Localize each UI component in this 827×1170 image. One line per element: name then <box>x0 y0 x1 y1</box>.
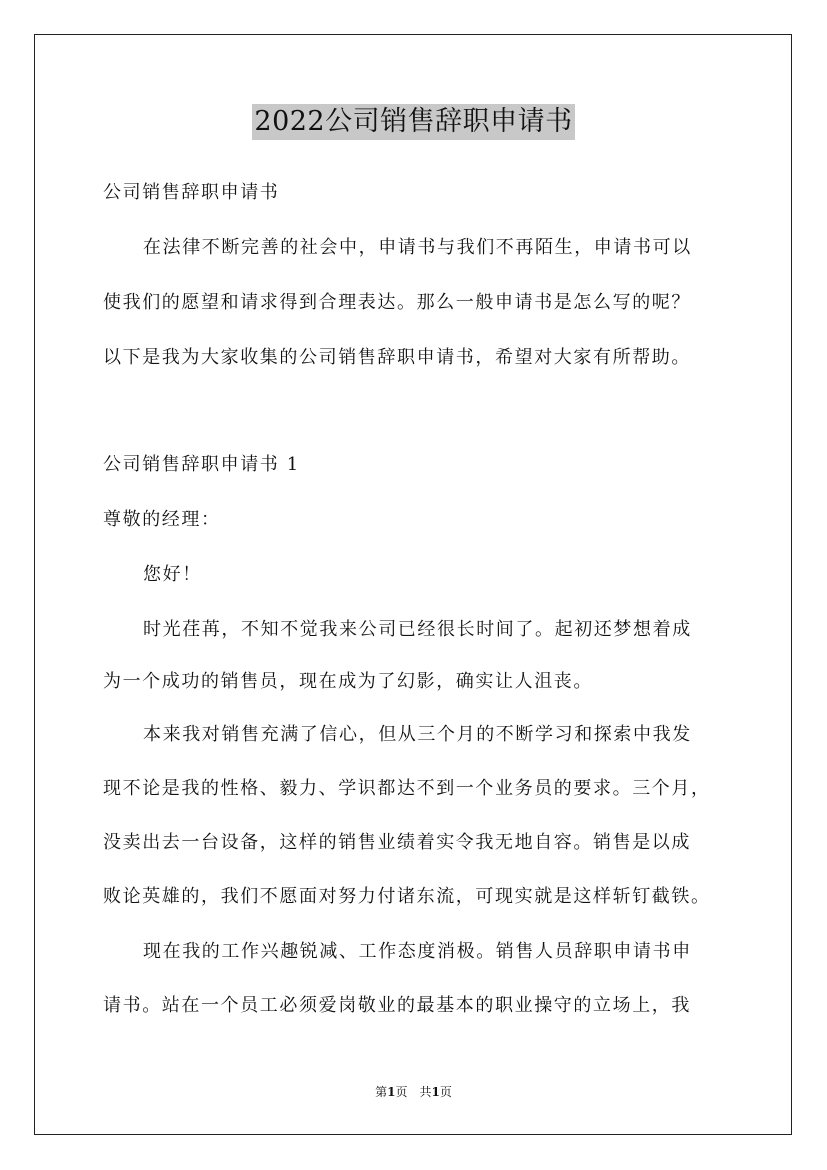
total-suffix: 页 <box>439 1085 452 1099</box>
paragraph-line: 现不论是我的性格、毅力、学识都达不到一个业务员的要求。三个月， <box>103 778 711 799</box>
total-pages: 1 <box>431 1085 440 1099</box>
section-heading: 公司销售辞职申请书 1 <box>103 454 300 475</box>
greeting: 您好！ <box>143 564 202 585</box>
title-container <box>0 104 827 140</box>
page-suffix: 页 <box>395 1085 408 1099</box>
paragraph-line: 使我们的愿望和请求得到合理表达。那么一般申请书是怎么写的呢？ <box>103 292 691 313</box>
paragraph-line: 在法律不断完善的社会中，申请书与我们不再陌生，申请书可以 <box>143 237 692 258</box>
paragraph-line: 请书。站在一个员工必须爱岗敬业的最基本的职业操守的立场上，我 <box>103 995 691 1016</box>
paragraph-line: 时光荏苒，不知不觉我来公司已经很长时间了。起初还梦想着成 <box>143 619 692 640</box>
paragraph-line: 以下是我为大家收集的公司销售辞职申请书，希望对大家有所帮助。 <box>103 347 691 368</box>
document-title: 2022公司销售辞职申请书 <box>252 104 574 140</box>
page-number: 1 <box>387 1085 396 1099</box>
paragraph-line: 公司销售辞职申请书 <box>103 182 280 203</box>
paragraph-line: 没卖出去一台设备，这样的销售业绩着实令我无地自容。销售是以成 <box>103 832 691 853</box>
paragraph-line: 为一个成功的销售员，现在成为了幻影，确实让人沮丧。 <box>103 671 593 692</box>
page-prefix: 第 <box>375 1085 388 1099</box>
total-prefix: 共 <box>419 1085 432 1099</box>
paragraph-line: 本来我对销售充满了信心，但从三个月的不断学习和探索中我发 <box>143 724 692 745</box>
salutation: 尊敬的经理： <box>103 509 221 530</box>
paragraph-line: 败论英雄的，我们不愿面对努力付诸东流，可现实就是这样斩钉截铁。 <box>103 886 711 907</box>
page-footer <box>0 1084 827 1100</box>
paragraph-line: 现在我的工作兴趣锐减、工作态度消极。销售人员辞职申请书申 <box>143 941 692 962</box>
